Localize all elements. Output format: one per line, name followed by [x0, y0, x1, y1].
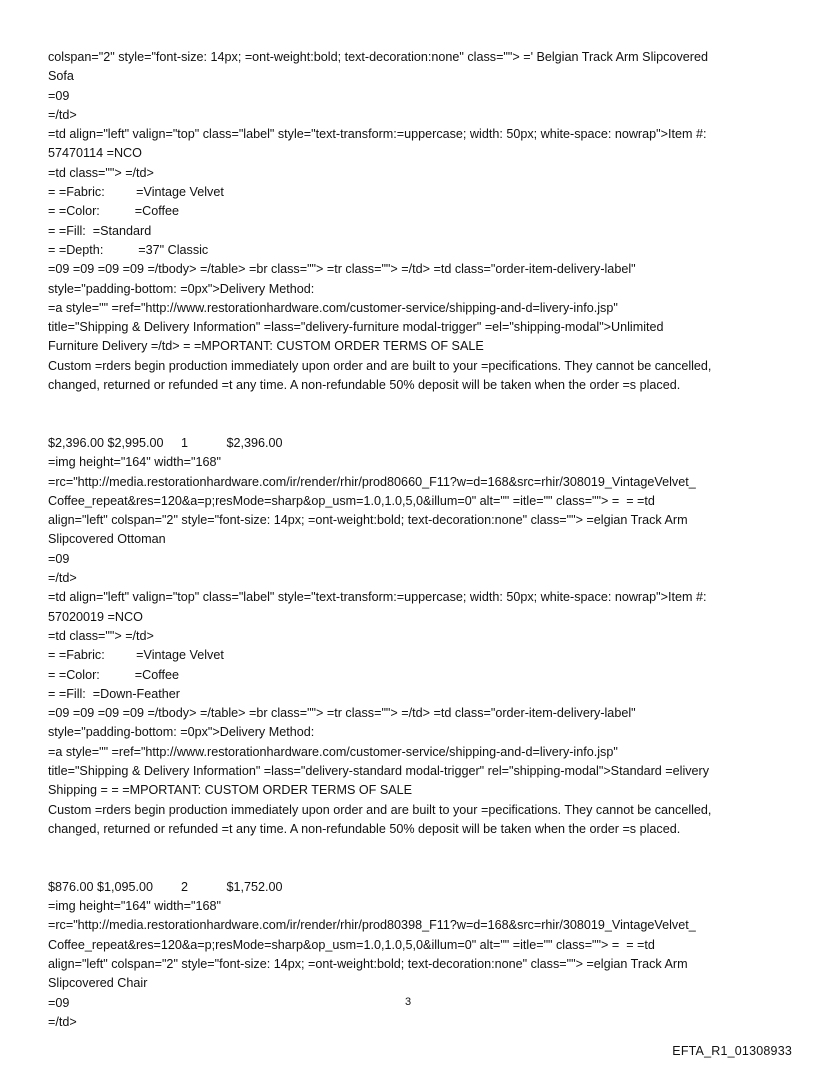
text-line: =/td> — [48, 571, 77, 586]
text-line: =09 — [48, 995, 70, 1010]
text-line: Slipcovered Ottoman — [48, 532, 166, 547]
fabric-line: = =Fabric: =Vintage Velvet — [48, 648, 224, 663]
ottoman-item-block — [48, 434, 778, 839]
text-line: align="left" colspan="2" style="font-size: 14px; =ont-weight:bold; text-decoration:none" class=""> =elgian Track Arm — [48, 956, 688, 971]
text-line: =/td> — [48, 107, 77, 122]
terms-text-line: changed, returned or refunded =t any time. A non-refundable 50% deposit will be taken when the order =s placed. — [48, 378, 681, 393]
bates-number: EFTA_R1_01308933 — [672, 1044, 792, 1058]
text-line: =rc="http://media.restorationhardware.com/ir/render/rhir/prod80660_F11?w=d=168&src=rhir/308019_VintageVelvet_ — [48, 474, 696, 489]
text-line: =a style="" =ref="http://www.restorationhardware.com/customer-service/shipping-and-d=livery-info.jsp" — [48, 744, 618, 759]
terms-heading-line: Shipping = = =MPORTANT: CUSTOM ORDER TERMS OF SALE — [48, 783, 413, 798]
text-line: =img height="164" width="168" — [48, 455, 221, 470]
fill-line: = =Fill: =Down-Feather — [48, 686, 180, 701]
text-line: =/td> — [48, 1014, 77, 1029]
text-line: Slipcovered Chair — [48, 976, 148, 991]
document-body — [48, 48, 778, 1032]
depth-line: = =Depth: =37" Classic — [48, 242, 209, 257]
text-line: =09 — [48, 551, 70, 566]
text-line: =td align="left" valign="top" class="label" style="text-transform:=uppercase; width: 50px; white-space: nowrap">Item #: — [48, 590, 707, 605]
fill-line: = =Fill: =Standard — [48, 223, 152, 238]
text-line: =09 =09 =09 =09 =/tbody> =/table> =br class=""> =tr class=""> =/td> =td class="order-item-delivery-label" — [48, 706, 636, 721]
delivery-method-line: style="padding-bottom: =0px">Delivery Method: — [48, 281, 315, 296]
terms-text-line: changed, returned or refunded =t any time. A non-refundable 50% deposit will be taken when the order =s placed. — [48, 821, 681, 836]
text-line: =09 — [48, 88, 70, 103]
text-line: =img height="164" width="168" — [48, 899, 221, 914]
sofa-item-block — [48, 48, 778, 395]
text-line: =rc="http://media.restorationhardware.com/ir/render/rhir/prod80398_F11?w=d=168&src=rhir/308019_VintageVelvet_ — [48, 918, 696, 933]
text-line: =09 =09 =09 =09 =/tbody> =/table> =br class=""> =tr class=""> =/td> =td class="order-item-delivery-label" — [48, 262, 636, 277]
text-line: Coffee_repeat&res=120&a=p;resMode=sharp&op_usm=1.0,1.0,5,0&illum=0" alt="" =itle="" class=""> = = =td — [48, 493, 655, 508]
text-line: align="left" colspan="2" style="font-size: 14px; =ont-weight:bold; text-decoration:none" class=""> =elgian Track Arm — [48, 513, 688, 528]
color-line: = =Color: =Coffee — [48, 667, 180, 682]
text-line: =td align="left" valign="top" class="label" style="text-transform:=uppercase; width: 50px; white-space: nowrap">Item #: — [48, 127, 707, 142]
terms-text-line: Custom =rders begin production immediately upon order and are built to your =pecifications. They cannot be cancelled, — [48, 358, 712, 373]
text-line: title="Shipping & Delivery Information" =lass="delivery-standard modal-trigger" rel="shipping-modal">Standard =elivery — [48, 763, 710, 778]
item-number-line: 57020019 =NCO — [48, 609, 143, 624]
terms-heading-line: Furniture Delivery =/td> = =MPORTANT: CUSTOM ORDER TERMS OF SALE — [48, 339, 484, 354]
price-row: $876.00 $1,095.00 2 $1,752.00 — [48, 879, 283, 894]
color-line: = =Color: =Coffee — [48, 204, 180, 219]
text-line: =a style="" =ref="http://www.restorationhardware.com/customer-service/shipping-and-d=livery-info.jsp" — [48, 300, 618, 315]
text-line: Coffee_repeat&res=120&a=p;resMode=sharp&op_usm=1.0,1.0,5,0&illum=0" alt="" =itle="" class=""> = = =td — [48, 937, 655, 952]
text-line: Sofa — [48, 69, 74, 84]
page-number: 3 — [404, 996, 412, 1008]
terms-text-line: Custom =rders begin production immediately upon order and are built to your =pecifications. They cannot be cancelled, — [48, 802, 712, 817]
price-row: $2,396.00 $2,995.00 1 $2,396.00 — [48, 435, 283, 450]
text-line: title="Shipping & Delivery Information" =lass="delivery-furniture modal-trigger" =el="shipping-modal">Unlimited — [48, 320, 664, 335]
text-line: colspan="2" style="font-size: 14px; =ont-weight:bold; text-decoration:none" class=""> =' Belgian Track Arm Slipcovered — [48, 50, 708, 64]
spacer — [48, 839, 778, 878]
delivery-method-line: style="padding-bottom: =0px">Delivery Method: — [48, 725, 315, 740]
spacer — [48, 395, 778, 434]
text-line: =td class=""> =/td> — [48, 628, 154, 643]
item-number-line: 57470114 =NCO — [48, 146, 142, 161]
text-line: =td class=""> =/td> — [48, 165, 154, 180]
fabric-line: = =Fabric: =Vintage Velvet — [48, 185, 224, 200]
